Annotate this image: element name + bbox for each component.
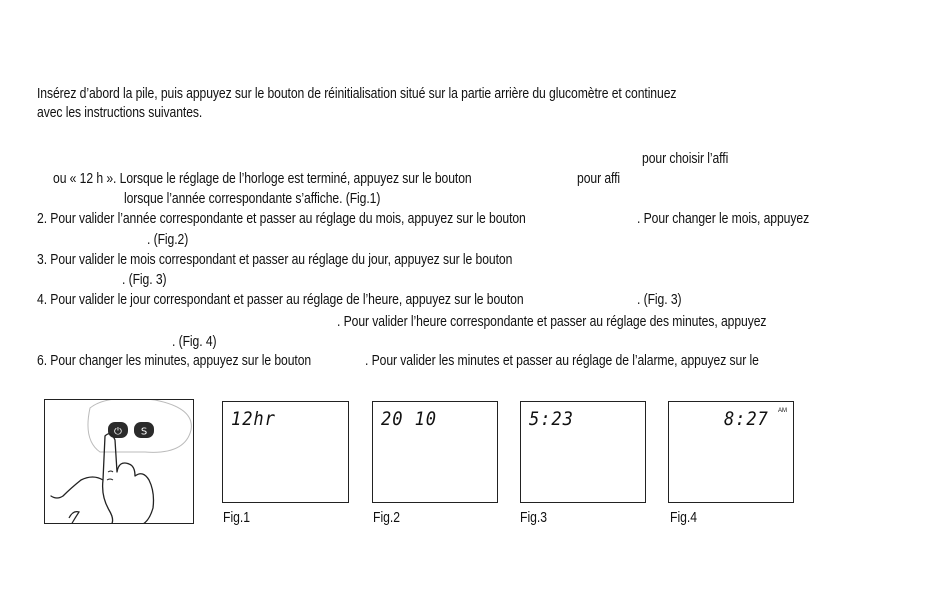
step2-text-b: . Pour changer le mois, appuyez [637, 211, 810, 227]
step6-text-a: 6. Pour changer les minutes, appuyez sur le bouton [37, 353, 312, 369]
step4-text-a: 4. Pour valider le jour correspondant et passer au réglage de l’heure, appuyez sur le bouton [37, 292, 524, 308]
am-indicator: AM [778, 408, 787, 414]
intro-line-1: Insérez d’abord la pile, puis appuyez sur le bouton de réinitialisation situé sur la partie arrière du glucomètre et continuez [37, 86, 677, 102]
lcd-display-fig1 [222, 401, 349, 503]
step1-text-a: pour choisir l’affi [642, 151, 729, 167]
figure-caption: Fig.4 [670, 510, 698, 526]
device-illustration [44, 399, 194, 524]
s-button-glyph: S [140, 426, 148, 438]
step3-text-a: 3. Pour valider le mois correspondant et passer au réglage du jour, appuyez sur le bouton [37, 252, 513, 268]
step5-text-a: . Pour valider l’heure correspondante et passer au réglage des minutes, appuyez [337, 314, 767, 330]
hand-pressing-button-icon [45, 400, 194, 524]
step6-text-b: . Pour valider les minutes et passer au réglage de l’alarme, appuyez sur le [365, 353, 759, 369]
step3-text-b: . (Fig. 3) [122, 272, 167, 288]
lcd-readout: 12hr [231, 408, 276, 430]
lcd-readout: 20 10 [381, 408, 437, 430]
figure-caption: Fig.3 [520, 510, 548, 526]
step1-text-d: lorsque l’année correspondante s’affiche. (Fig.1) [124, 191, 381, 207]
figure-caption: Fig.2 [373, 510, 401, 526]
step2-text-a: 2. Pour valider l’année correspondante et passer au réglage du mois, appuyez sur le bouton [37, 211, 526, 227]
lcd-display-fig3 [520, 401, 646, 503]
step2-text-c: . (Fig.2) [147, 232, 189, 248]
step5-text-b: . (Fig. 4) [172, 334, 217, 350]
figure-caption: Fig.1 [223, 510, 251, 526]
step4-text-b: . (Fig. 3) [637, 292, 682, 308]
step1-text-b: ou « 12 h ». Lorsque le réglage de l’horloge est terminé, appuyez sur le bouton [53, 171, 472, 187]
lcd-readout: 5:23 [529, 408, 574, 430]
step1-text-c: pour affi [577, 171, 621, 187]
lcd-display-fig4 [668, 401, 794, 503]
lcd-readout: 8:27 [724, 408, 769, 430]
lcd-display-fig2 [372, 401, 498, 503]
power-button-glyph: ⏻ [114, 426, 122, 438]
intro-line-2: avec les instructions suivantes. [37, 105, 203, 121]
